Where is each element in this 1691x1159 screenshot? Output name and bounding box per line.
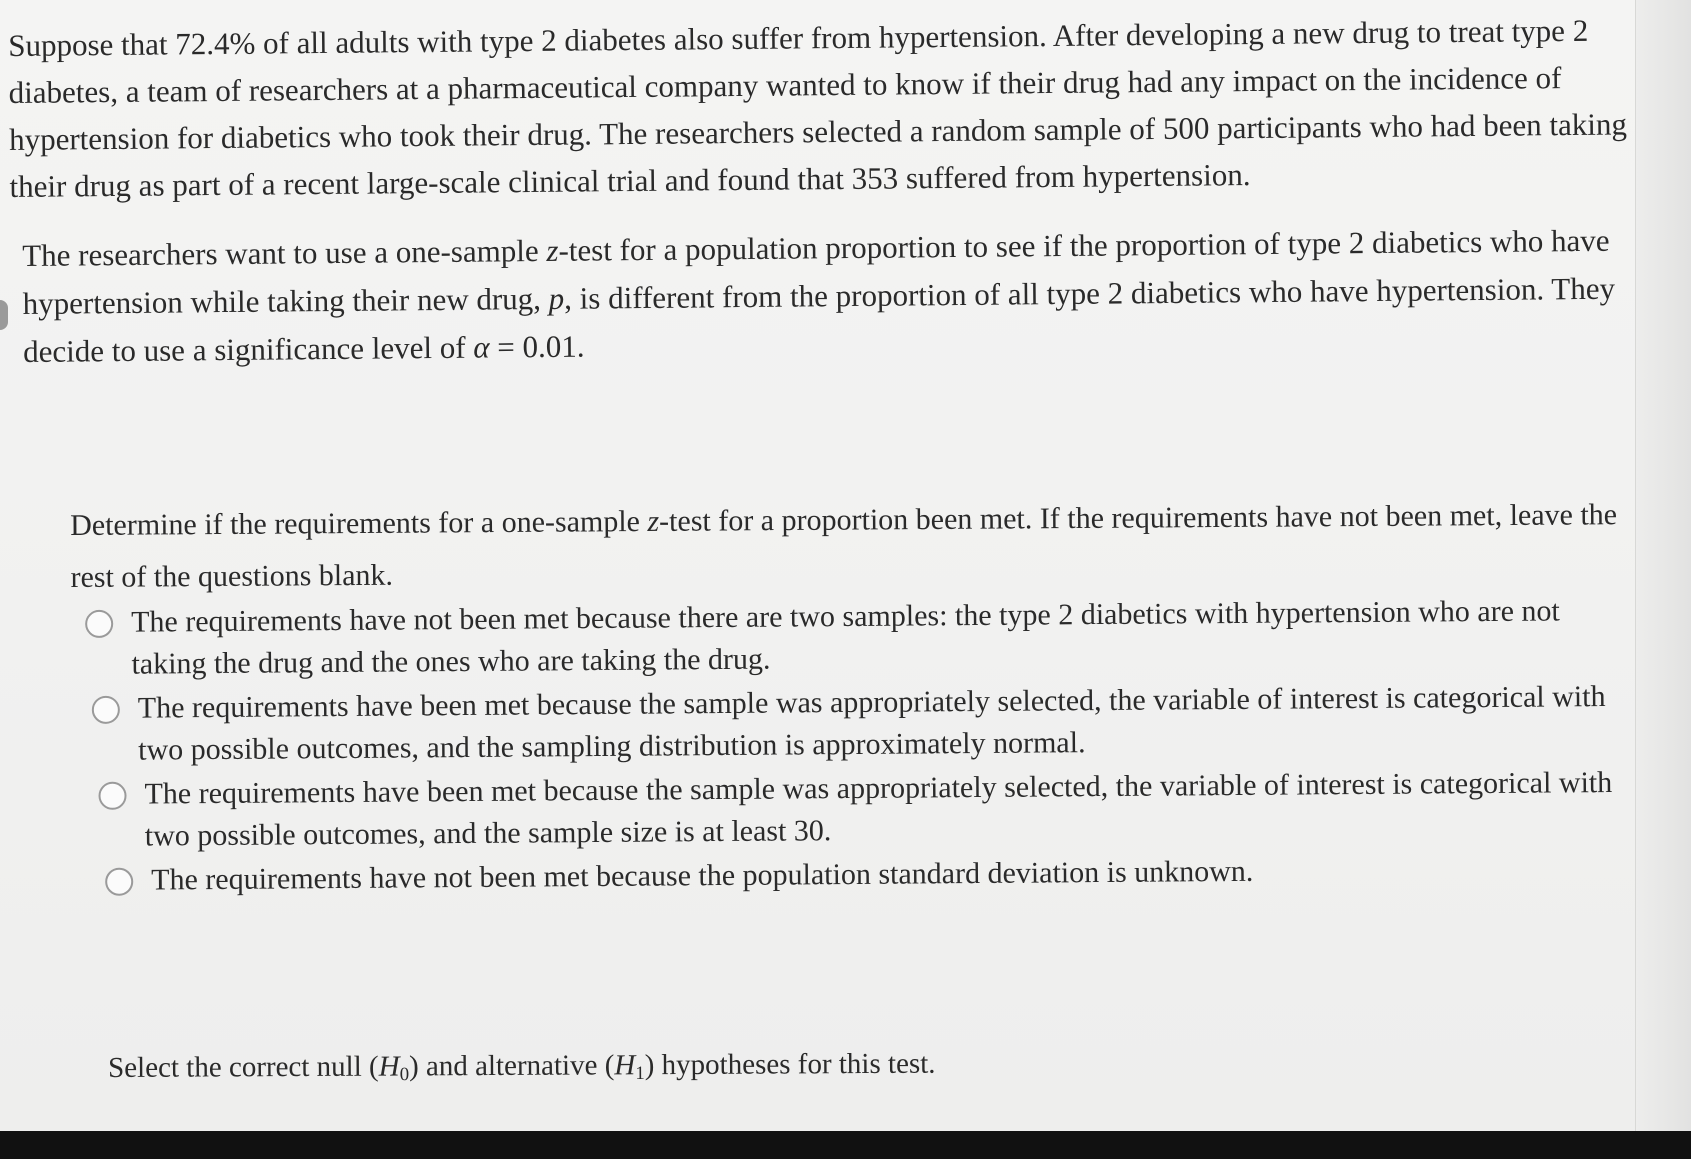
text-segment: ) and alternative ( <box>408 1049 615 1083</box>
requirements-options <box>85 590 1627 904</box>
hypotheses-question <box>108 1038 1508 1100</box>
z-symbol: z <box>647 504 660 538</box>
option-label: The requirements have been met because the sample was appropriately selected, the variable of interest is categorical with two possible outcomes, and the sample size is at least 30. <box>144 766 1613 853</box>
h-symbol: H <box>614 1049 636 1082</box>
option-not-met-two-samples[interactable] <box>85 590 1626 686</box>
option-met-sample-size-30[interactable] <box>98 762 1627 858</box>
requirements-question <box>70 489 1631 604</box>
radio-button[interactable] <box>98 782 126 810</box>
text-segment: -test for a proportion been met. If the requirements have not been met, leave the rest of the questions blank. <box>70 498 1618 594</box>
alpha-symbol: α <box>473 329 490 365</box>
intro-paragraph: Suppose that 72.4% of all adults with type 2 diabetes also suffer from hypertension. After developing a new drug to treat type 2 diabetes, a team of researchers at a pharmaceutical company wanted to know if their drug had any impact on the incidence of hypertension for diabetics who took their drug. The researchers selected a random sample of 500 participants who had been taking their drug as part of a recent large-scale clinical trial and found that 353 suffered from hypertension. <box>8 12 1628 204</box>
subscript-one: 1 <box>635 1062 645 1084</box>
test-description-paragraph <box>22 216 1678 376</box>
z-symbol: z <box>546 232 559 268</box>
text-segment: ) hypotheses for this test. <box>644 1047 936 1082</box>
text-segment: The researchers want to use a one-sample <box>22 232 547 273</box>
text-segment: , is different from the proportion of all type 2 diabetics who have hypertension. They decide to use a significance level of <box>22 270 1616 369</box>
text-segment: -test for a population proportion to see if the proportion of type 2 diabetics who have hypertension while taking their new drug, <box>22 222 1610 321</box>
subscript-zero: 0 <box>399 1064 410 1086</box>
radio-button[interactable] <box>85 610 113 638</box>
text-segment: Select the correct null ( <box>108 1050 379 1084</box>
left-edge-handle <box>0 300 8 330</box>
text-segment: Determine if the requirements for a one-sample <box>70 504 648 542</box>
option-met-approx-normal[interactable] <box>92 676 1627 772</box>
radio-button[interactable] <box>92 696 120 724</box>
option-label: The requirements have been met because the sample was appropriately selected, the variable of interest is categorical with two possible outcomes, and the sampling distribution is approximately normal. <box>137 680 1606 767</box>
monitor-bezel <box>0 1131 1691 1159</box>
h-symbol: H <box>378 1050 400 1083</box>
option-label: The requirements have not been met because there are two samples: the type 2 diabetics with hypertension who are not taking the drug and the ones who are taking the drug. <box>131 594 1560 681</box>
p-symbol: p <box>548 280 565 316</box>
option-label: The requirements have not been met because the population standard deviation is unknown. <box>151 854 1254 897</box>
text-segment: = 0.01. <box>489 328 585 365</box>
radio-button[interactable] <box>105 868 133 896</box>
